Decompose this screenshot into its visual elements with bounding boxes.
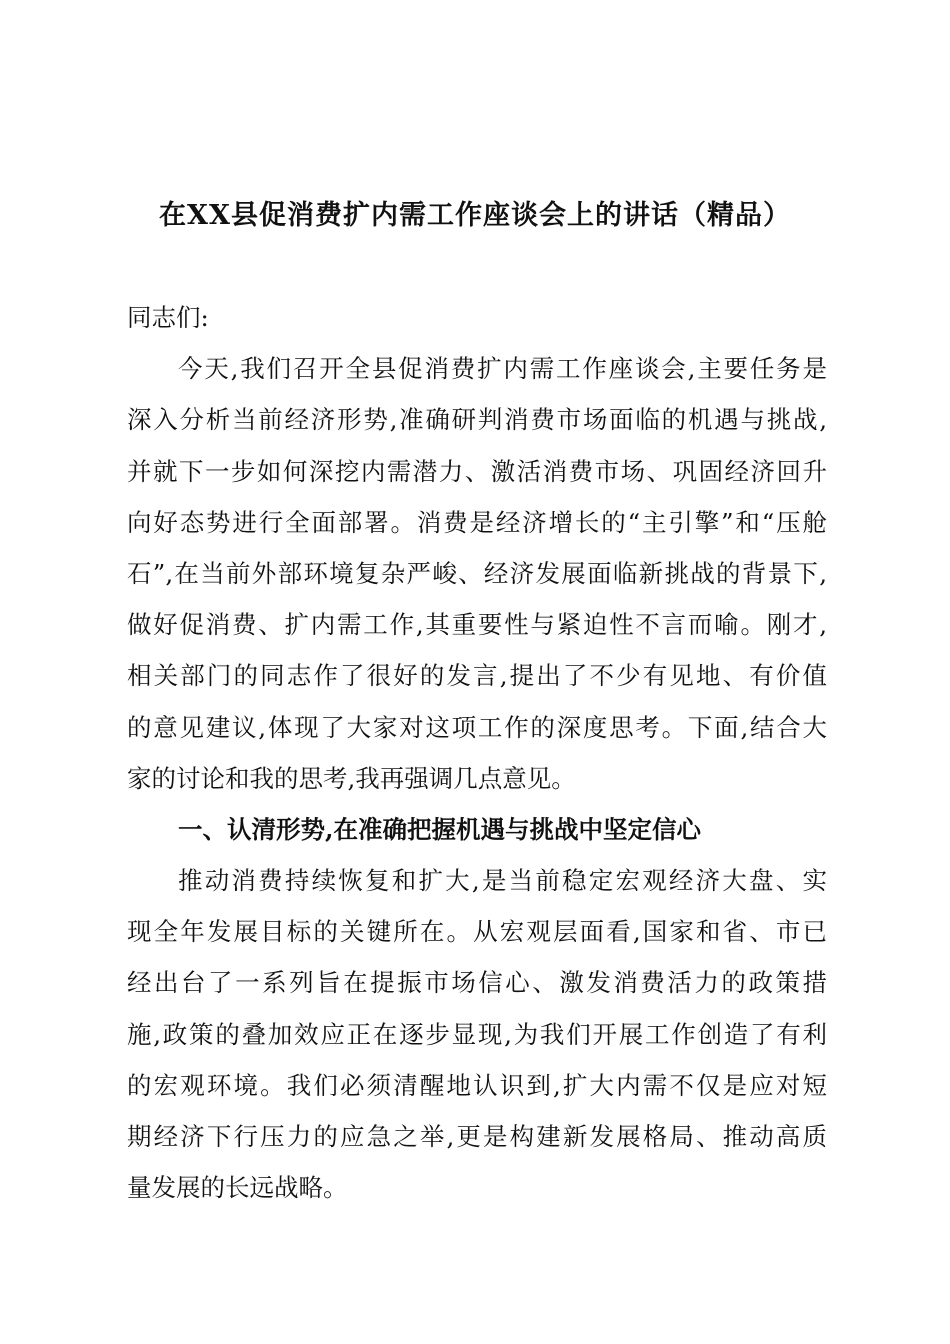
paragraph-line: 今天,我们召开全县促消费扩内需工作座谈会,主要任务是 (178, 354, 827, 384)
paragraph-line: 并就下一步如何深挖内需潜力、激活消费市场、巩固经济回升 (127, 456, 827, 486)
paragraph-line: 经出台了一系列旨在提振市场信心、激发消费活力的政策措 (127, 968, 827, 998)
paragraph-line: 现全年发展目标的关键所在。从宏观层面看,国家和省、市已 (127, 917, 827, 947)
paragraph-line: 的意见建议,体现了大家对这项工作的深度思考。下面,结合大 (127, 712, 827, 742)
paragraph-line: 相关部门的同志作了很好的发言,提出了不少有见地、有价值 (127, 661, 827, 691)
paragraph-line: 量发展的长远战略。 (127, 1173, 348, 1203)
paragraph-line: 期经济下行压力的应急之举,更是构建新发展格局、推动高质 (127, 1122, 827, 1151)
paragraph-line: 向好态势进行全面部署。消费是经济增长的“主引擎”和“压舱 (127, 507, 827, 537)
paragraph-line: 深入分析当前经济形势,准确研判消费市场面临的机遇与挑战, (127, 405, 827, 435)
paragraph-line: 施,政策的叠加效应正在逐步显现,为我们开展工作创造了有利 (127, 1019, 827, 1049)
paragraph-line: 做好促消费、扩内需工作,其重要性与紧迫性不言而喻。刚才, (127, 610, 827, 640)
document-title: 在XX县促消费扩内需工作座谈会上的讲话（精品） (159, 200, 791, 231)
section-heading: 一、认清形势,在准确把握机遇与挑战中坚定信心 (178, 814, 702, 844)
paragraph-line: 推动消费持续恢复和扩大,是当前稳定宏观经济大盘、实 (178, 866, 827, 896)
paragraph-line: 的宏观环境。我们必须清醒地认识到,扩大内需不仅是应对短 (127, 1070, 827, 1100)
paragraph-line: 石”,在当前外部环境复杂严峻、经济发展面临新挑战的背景下, (127, 558, 827, 588)
paragraph-line: 家的讨论和我的思考,我再强调几点意见。 (127, 763, 576, 793)
document-body (127, 292, 827, 1213)
salutation: 同志们: (127, 303, 209, 332)
